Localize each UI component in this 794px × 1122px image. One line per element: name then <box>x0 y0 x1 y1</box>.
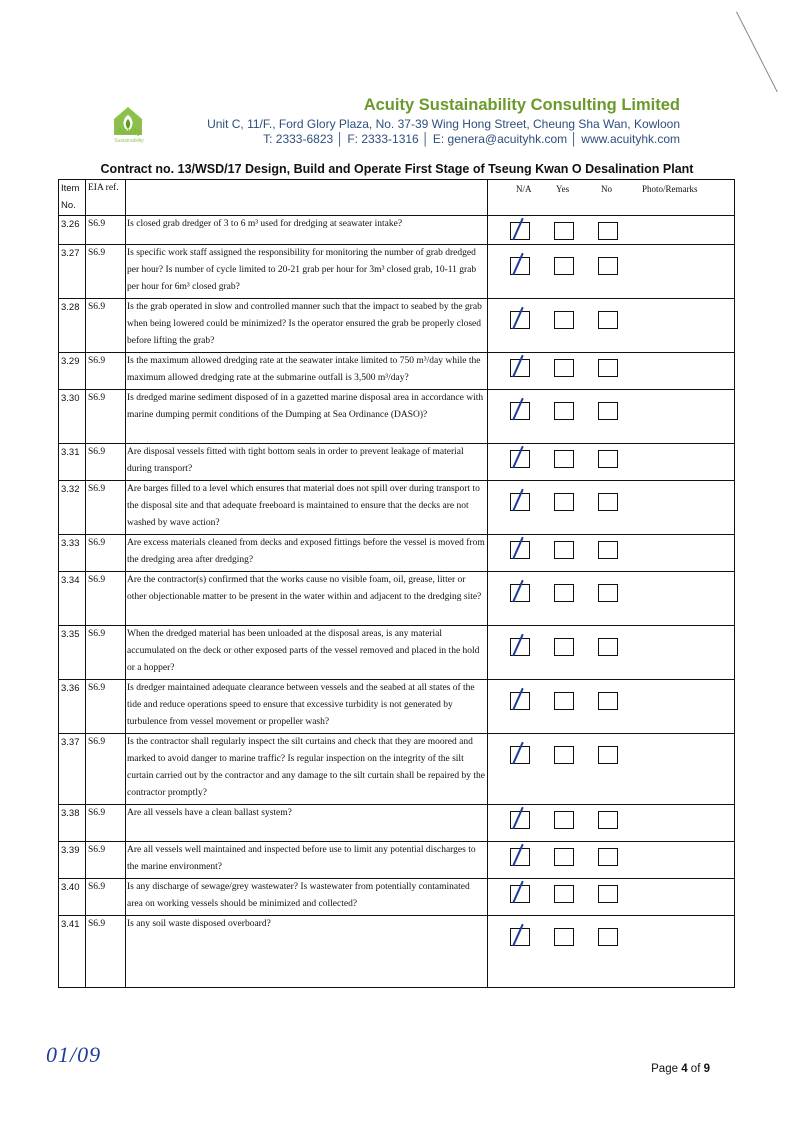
checklist-question: When the dredged material has been unloaded at the disposal areas, is any material accumulated on the deck or other exposed parts of the vessel removed and placed in the hold or a hopper? <box>126 626 488 680</box>
check-mark-icon <box>512 398 524 421</box>
eia-ref: S6.9 <box>86 353 126 390</box>
no-checkbox[interactable] <box>598 928 618 946</box>
item-number: 3.32 <box>59 481 86 535</box>
no-checkbox[interactable] <box>598 692 618 710</box>
eia-ref: S6.9 <box>86 245 126 299</box>
status-cell <box>488 353 735 390</box>
eia-ref: S6.9 <box>86 842 126 879</box>
table-row <box>59 842 735 879</box>
table-row <box>59 734 735 805</box>
na-checkbox[interactable] <box>510 257 530 275</box>
status-cell <box>488 916 735 988</box>
na-checkbox[interactable] <box>510 746 530 764</box>
status-cell <box>488 626 735 680</box>
yes-checkbox[interactable] <box>554 746 574 764</box>
checklist-question: Is any discharge of sewage/grey wastewater? Is wastewater from potentially contaminated area on working vessels should be minimized and collected? <box>126 879 488 916</box>
yes-checkbox[interactable] <box>554 222 574 240</box>
item-number: 3.37 <box>59 734 86 805</box>
checklist-question: Is the contractor shall regularly inspect the silt curtains and check that they are moored and marked to avoid danger to marine traffic? Is regular inspection on the integrity of the silt curtain carried out by the contractor and any damage to the silt curtain shall be repaired by the contractor promptly? <box>126 734 488 805</box>
checklist-question: Are all vessels have a clean ballast system? <box>126 805 488 842</box>
na-checkbox[interactable] <box>510 692 530 710</box>
na-checkbox[interactable] <box>510 359 530 377</box>
no-checkbox[interactable] <box>598 541 618 559</box>
yes-checkbox[interactable] <box>554 692 574 710</box>
item-number: 3.31 <box>59 444 86 481</box>
yes-checkbox[interactable] <box>554 584 574 602</box>
status-cell <box>488 245 735 299</box>
eia-ref: S6.9 <box>86 444 126 481</box>
eia-ref: S6.9 <box>86 216 126 245</box>
yes-checkbox[interactable] <box>554 541 574 559</box>
na-checkbox[interactable] <box>510 885 530 903</box>
na-checkbox[interactable] <box>510 638 530 656</box>
status-cell <box>488 879 735 916</box>
item-number: 3.27 <box>59 245 86 299</box>
yes-checkbox[interactable] <box>554 359 574 377</box>
na-checkbox[interactable] <box>510 222 530 240</box>
check-mark-icon <box>512 489 524 512</box>
status-header <box>488 180 735 216</box>
status-cell <box>488 734 735 805</box>
check-mark-icon <box>512 688 524 711</box>
checklist-question: Is dredged marine sediment disposed of in a gazetted marine disposal area in accordance with marine dumping permit conditions of the Dumping at Sea Ordinance (DASO)? <box>126 390 488 444</box>
yes-checkbox[interactable] <box>554 257 574 275</box>
item-number: 3.35 <box>59 626 86 680</box>
no-checkbox[interactable] <box>598 638 618 656</box>
table-row <box>59 879 735 916</box>
yes-checkbox[interactable] <box>554 928 574 946</box>
item-no-header: Item No. <box>59 180 86 216</box>
table-row <box>59 245 735 299</box>
checklist-question: Are the contractor(s) confirmed that the works cause no visible foam, oil, grease, litter or other objectionable matter to be present in the water within and adjacent to the dredging site? <box>126 572 488 626</box>
item-number: 3.34 <box>59 572 86 626</box>
yes-checkbox[interactable] <box>554 311 574 329</box>
item-number: 3.26 <box>59 216 86 245</box>
logo-text: Acuity <box>116 126 142 136</box>
checklist-question: Is the grab operated in slow and controlled manner such that the impact to seabed by the grab when being lowered could be minimized? Is the operator ensured the grab be properly closed before lifting the grab? <box>126 299 488 353</box>
yes-checkbox[interactable] <box>554 848 574 866</box>
no-checkbox[interactable] <box>598 222 618 240</box>
contract-title: Contract no. 13/WSD/17 Design, Build and Operate First Stage of Tseung Kwan O Desalination Plant <box>100 162 694 176</box>
page-number: Page 4 of 9 <box>651 1063 710 1075</box>
check-mark-icon <box>512 446 524 469</box>
yes-header: Yes <box>556 184 570 194</box>
na-checkbox[interactable] <box>510 450 530 468</box>
status-cell <box>488 481 735 535</box>
check-mark-icon <box>512 218 524 241</box>
no-checkbox[interactable] <box>598 311 618 329</box>
yes-checkbox[interactable] <box>554 885 574 903</box>
table-row <box>59 680 735 734</box>
eia-ref: S6.9 <box>86 916 126 988</box>
no-header: No <box>601 184 612 194</box>
table-row <box>59 805 735 842</box>
checklist-question: Is any soil waste disposed overboard? <box>126 916 488 988</box>
no-checkbox[interactable] <box>598 402 618 420</box>
check-mark-icon <box>512 742 524 765</box>
item-number: 3.36 <box>59 680 86 734</box>
eia-ref: S6.9 <box>86 680 126 734</box>
na-checkbox[interactable] <box>510 493 530 511</box>
item-number: 3.38 <box>59 805 86 842</box>
table-row <box>59 572 735 626</box>
table-row <box>59 916 735 988</box>
checklist-question: Are all vessels well maintained and inspected before use to limit any potential discharges to the marine environment? <box>126 842 488 879</box>
check-mark-icon <box>512 634 524 657</box>
eia-ref-header: EIA ref. <box>86 180 126 216</box>
company-name: Acuity Sustainability Consulting Limited <box>363 96 680 114</box>
handwritten-note: 01/09 <box>46 1042 102 1067</box>
company-contact: T: 2333-6823 │ F: 2333-1316 │ E: genera@acuityhk.com │ www.acuityhk.com <box>263 132 680 146</box>
check-mark-icon <box>512 537 524 560</box>
check-mark-icon <box>512 307 524 330</box>
na-checkbox[interactable] <box>510 584 530 602</box>
status-cell <box>488 842 735 879</box>
item-number: 3.39 <box>59 842 86 879</box>
check-mark-icon <box>512 807 524 830</box>
checklist-question: Is specific work staff assigned the responsibility for monitoring the number of grab dredged per hour? Is number of cycle limited to 20-21 grab per hour for 3m³ closed grab, 10-11 grab per hour for 6m³ closed grab? <box>126 245 488 299</box>
checklist-question: Are excess materials cleaned from decks and exposed fittings before the vessel is moved from the dredging area after dredging? <box>126 535 488 572</box>
eia-ref: S6.9 <box>86 299 126 353</box>
no-checkbox[interactable] <box>598 848 618 866</box>
no-checkbox[interactable] <box>598 885 618 903</box>
no-checkbox[interactable] <box>598 584 618 602</box>
status-cell <box>488 444 735 481</box>
check-mark-icon <box>512 253 524 276</box>
yes-checkbox[interactable] <box>554 402 574 420</box>
eia-ref: S6.9 <box>86 535 126 572</box>
item-number: 3.30 <box>59 390 86 444</box>
eia-ref: S6.9 <box>86 734 126 805</box>
item-number: 3.28 <box>59 299 86 353</box>
check-mark-icon <box>512 580 524 603</box>
item-number: 3.40 <box>59 879 86 916</box>
no-checkbox[interactable] <box>598 811 618 829</box>
table-row <box>59 216 735 245</box>
check-mark-icon <box>512 355 524 378</box>
checklist-question: Are disposal vessels fitted with tight bottom seals in order to prevent leakage of material during transport? <box>126 444 488 481</box>
item-number: 3.29 <box>59 353 86 390</box>
na-checkbox[interactable] <box>510 541 530 559</box>
table-row <box>59 535 735 572</box>
no-checkbox[interactable] <box>598 359 618 377</box>
eia-ref: S6.9 <box>86 481 126 535</box>
na-checkbox[interactable] <box>510 402 530 420</box>
checklist-question: Is dredger maintained adequate clearance between vessels and the seabed at all states of the tide and reduce operations speed to ensure that excessive turbidity is not generated by turbulence from vessel movement or propeller wash? <box>126 680 488 734</box>
eia-ref: S6.9 <box>86 572 126 626</box>
table-row <box>59 353 735 390</box>
status-cell <box>488 680 735 734</box>
no-checkbox[interactable] <box>598 257 618 275</box>
status-cell <box>488 535 735 572</box>
letterhead <box>0 0 794 160</box>
check-mark-icon <box>512 844 524 867</box>
na-header: N/A <box>516 184 532 194</box>
checklist-question: Are barges filled to a level which ensures that material does not spill over during transport to the disposal site and that adequate freeboard is maintained to ensure that the decks are not washed by wave action? <box>126 481 488 535</box>
yes-checkbox[interactable] <box>554 493 574 511</box>
yes-checkbox[interactable] <box>554 638 574 656</box>
table-row <box>59 299 735 353</box>
checklist-question: Is the maximum allowed dredging rate at the seawater intake limited to 750 m³/day while the maximum allowed dredging rate at the submarine outfall is 3,500 m³/day? <box>126 353 488 390</box>
checklist-table <box>58 179 735 988</box>
eia-ref: S6.9 <box>86 390 126 444</box>
na-checkbox[interactable] <box>510 311 530 329</box>
eia-ref: S6.9 <box>86 626 126 680</box>
check-mark-icon <box>512 924 524 947</box>
status-cell <box>488 216 735 245</box>
status-cell <box>488 299 735 353</box>
table-row <box>59 444 735 481</box>
na-checkbox[interactable] <box>510 848 530 866</box>
remarks-header: Photo/Remarks <box>642 184 698 194</box>
company-address: Unit C, 11/F., Ford Glory Plaza, No. 37-39 Wing Hong Street, Cheung Sha Wan, Kowloon <box>207 117 680 131</box>
na-checkbox[interactable] <box>510 811 530 829</box>
table-row <box>59 626 735 680</box>
no-checkbox[interactable] <box>598 450 618 468</box>
status-cell <box>488 805 735 842</box>
eia-ref: S6.9 <box>86 879 126 916</box>
question-header <box>126 180 488 216</box>
item-number: 3.33 <box>59 535 86 572</box>
header-row <box>59 180 735 216</box>
table-row <box>59 390 735 444</box>
eia-ref: S6.9 <box>86 805 126 842</box>
status-cell <box>488 390 735 444</box>
no-checkbox[interactable] <box>598 493 618 511</box>
no-checkbox[interactable] <box>598 746 618 764</box>
yes-checkbox[interactable] <box>554 450 574 468</box>
table-row <box>59 481 735 535</box>
logo-subtext: Sustainability <box>114 138 144 144</box>
yes-checkbox[interactable] <box>554 811 574 829</box>
na-checkbox[interactable] <box>510 928 530 946</box>
status-cell <box>488 572 735 626</box>
check-mark-icon <box>512 881 524 904</box>
checklist-question: Is closed grab dredger of 3 to 6 m³ used for dredging at seawater intake? <box>126 216 488 245</box>
item-number: 3.41 <box>59 916 86 988</box>
